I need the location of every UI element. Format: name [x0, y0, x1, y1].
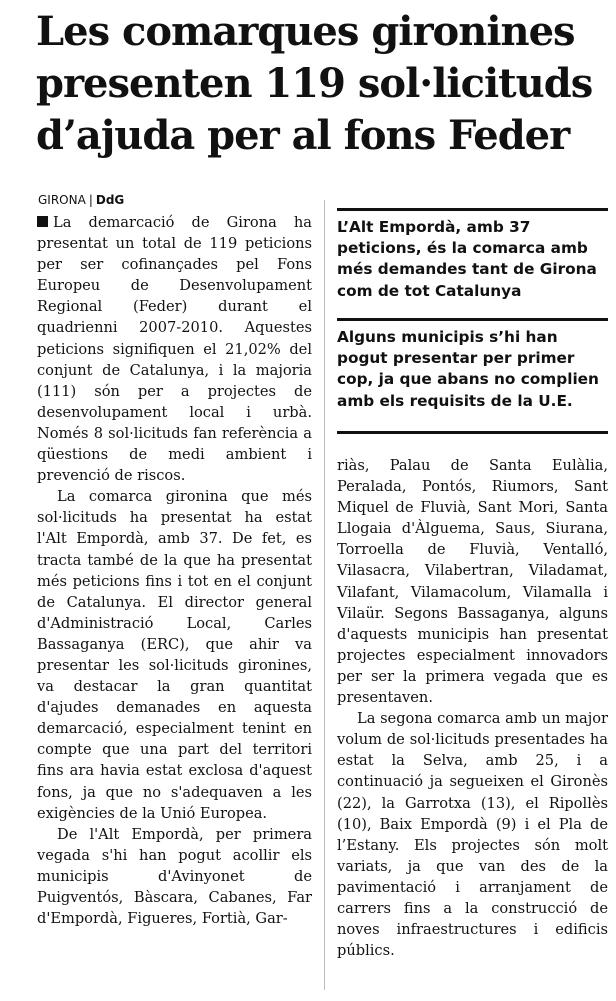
- byline-place: GIRONA: [38, 193, 86, 207]
- body-paragraph: De l'Alt Empordà, per primera vegada s'hi han pogut acollir els municipis d'Avinyonet de Puigventós, Bàscara, Cabanes, Far d'Empordà, Figueres, Fortià, Gar-: [37, 825, 312, 928]
- lead-square-icon: [37, 216, 48, 227]
- body-paragraph: La comarca gironina que més sol·licituds ha presentat ha estat l'Alt Empordà, amb 37. De fet, es tracta també de la que ha presentat més peticions fins i tot en el conjunt de Catalunya. El director general d'Administració Local, Carles Bassaganya (ERC), que ahir va presentar les sol·licituds gironines, va destacar la gran quantitat d'ajudes demanades en aquesta demarcació, especialment tenint en compte que una part del territori fins ara havia estat exclosa d'aquest fons, ja que no s'adequaven a les exigències de la Unió Europea.: [37, 488, 312, 822]
- body-column-left: [37, 212, 312, 929]
- body-paragraph: [37, 212, 312, 486]
- byline: [38, 193, 124, 207]
- callout-rule: [337, 431, 608, 434]
- callout-quote: L’Alt Empordà, amb 37 peticions, és la comarca amb més demandes tant de Girona com de tot Catalunya: [337, 208, 608, 302]
- callout-quote: Alguns municipis s’hi han pogut presentar per primer cop, ja que abans no complien amb els requisits de la U.E.: [337, 318, 608, 412]
- paragraph-text: La demarcació de Girona ha presentat un total de 119 peticions per ser cofinançades pel Fons Europeu de Desenvolupament Regional (Feder) durant el quadrienni 2007-2010. Aquestes peticions signifiquen el 21,02% del conjunt de Catalunya, i la majoria (111) són per a projectes de desenvolupament local i urbà. Només 8 sol·licituds fan referència a qüestions de medi ambient i prevenció de riscos.: [37, 214, 312, 485]
- body-paragraph: riàs, Palau de Santa Eulàlia, Peralada, Pontós, Riumors, Sant Miquel de Fluvià, Sant Mori, Santa Llogaia d'Àlguema, Saus, Siurana, Torroella de Fluvià, Ventalló, Vilasacra, Vilabertran, Viladamat, Vilafant, Vilamacolum, Vilamalla i Vilaür. Segons Bassaganya, alguns d'aquests municipis han presentat projectes especialment innovadors per ser la primera vegada que es presentaven.: [337, 457, 608, 707]
- byline-agency: DdG: [95, 193, 125, 207]
- headline: Les comarques gironines presenten 119 sol·licituds d’ajuda per al fons Feder: [36, 8, 593, 159]
- column-divider: [324, 200, 325, 990]
- body-paragraph: La segona comarca amb un major volum de sol·licituds presentades ha estat la Selva, amb 25, i a continuació ja segueixen el Gironès (22), la Garrotxa (13), el Ripollès (10), Baix Empordà (9) i el Pla de l’Estany. Els projectes són molt variats, ja que van des de la pavimentació i arranjament de carrers fins a la construcció de noves infraestructures i edificis públics.: [337, 710, 608, 960]
- byline-separator: |: [88, 193, 93, 207]
- body-column-right: [337, 455, 608, 961]
